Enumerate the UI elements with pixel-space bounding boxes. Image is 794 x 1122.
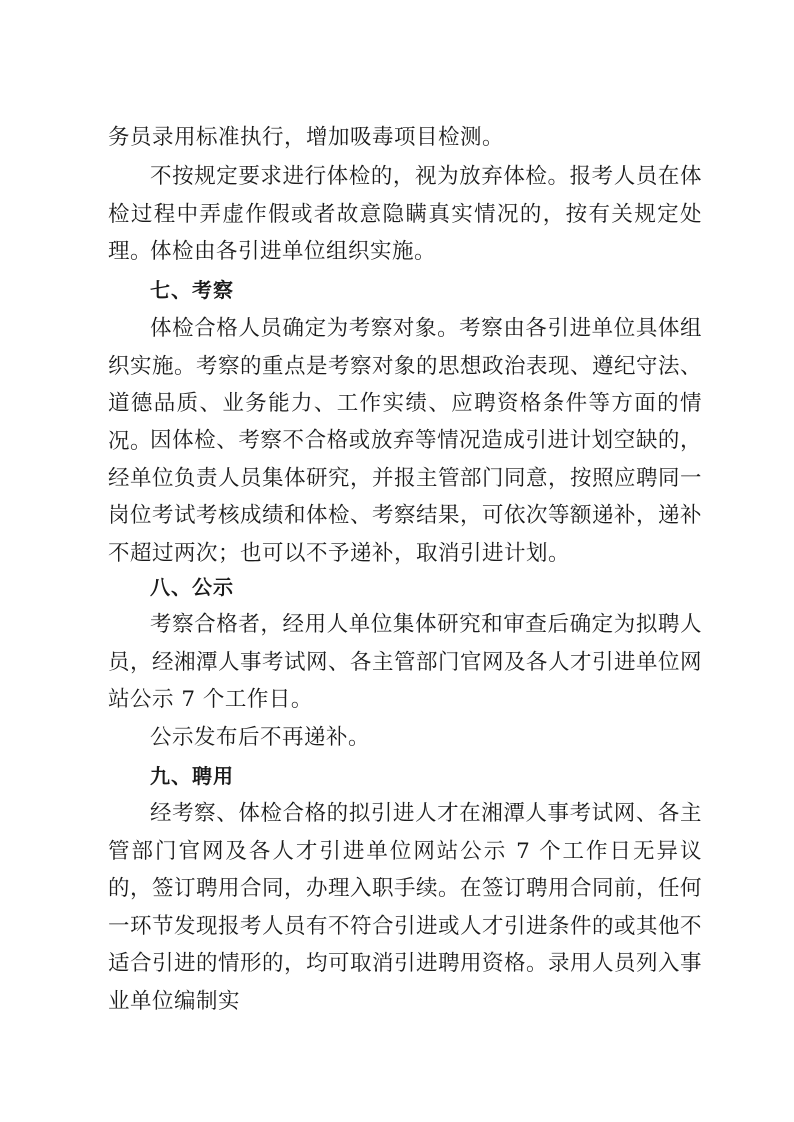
paragraph-text: 考察合格者，经用人单位集体研究和审查后确定为拟聘人员，经湘潭人事考试网、各主管部门官网及各人才引进单位网站公示 7 个工作日。 (108, 612, 703, 712)
paragraph-no-backfill (108, 719, 702, 757)
paragraph-physical-exam-org (108, 233, 702, 271)
section-title: 九、聘用 (150, 764, 234, 788)
section-title: 八、公示 (150, 575, 234, 599)
section-heading-publicity (108, 569, 702, 607)
paragraph-text: 不按规定要求进行体检的，视为放弃体检。报考人员在体检过程中弄虚作假或者故意隐瞒真实情况的，按有关规定处理。 (108, 164, 702, 264)
paragraph-text: 体检由各引进单位组织实施。 (150, 239, 437, 264)
paragraph-continuation (108, 119, 702, 157)
paragraph-text: 因体检、考察不合格或放弃等情况造成引进计划空缺的，经单位负责人员集体研究，并报主管部门同意，按照应聘同一岗位考试考核成绩和体检、考察结果，可依次等额递补，递补不超过两次；也可以不予递补，取消引进计划。 (108, 428, 703, 566)
paragraph-text: 务员录用标准执行，增加吸毒项目检测。 (108, 125, 505, 150)
section-heading-inspection (108, 272, 702, 310)
paragraph-publicity (108, 606, 702, 719)
section-heading-employment (108, 758, 702, 796)
paragraph-employment (108, 795, 702, 1020)
section-title: 七、考察 (150, 278, 234, 302)
paragraph-vacancy (108, 422, 702, 572)
paragraph-text: 经考察、体检合格的拟引进人才在湘潭人事考试网、各主管部门官网及各人才引进单位网站公示 7 个工作日无异议的，签订聘用合同，办理入职手续。在签订聘用合同前，任何一环节发现报考人员有不符合引进或人才引进条件的或其他不适合引进的情形的，均可取消引进聘用资格。录用人员列入事业单位编制实 (108, 801, 703, 1014)
paragraph-text: 体检合格人员确定为考察对象。考察由各引进单位具体组织实施。考察的重点是考察对象的思想政治表现、遵纪守法、道德品质、业务能力、工作实绩、应聘资格条件等方面的情况。 (108, 316, 703, 454)
paragraph-text: 公示发布后不再递补。 (150, 725, 371, 750)
